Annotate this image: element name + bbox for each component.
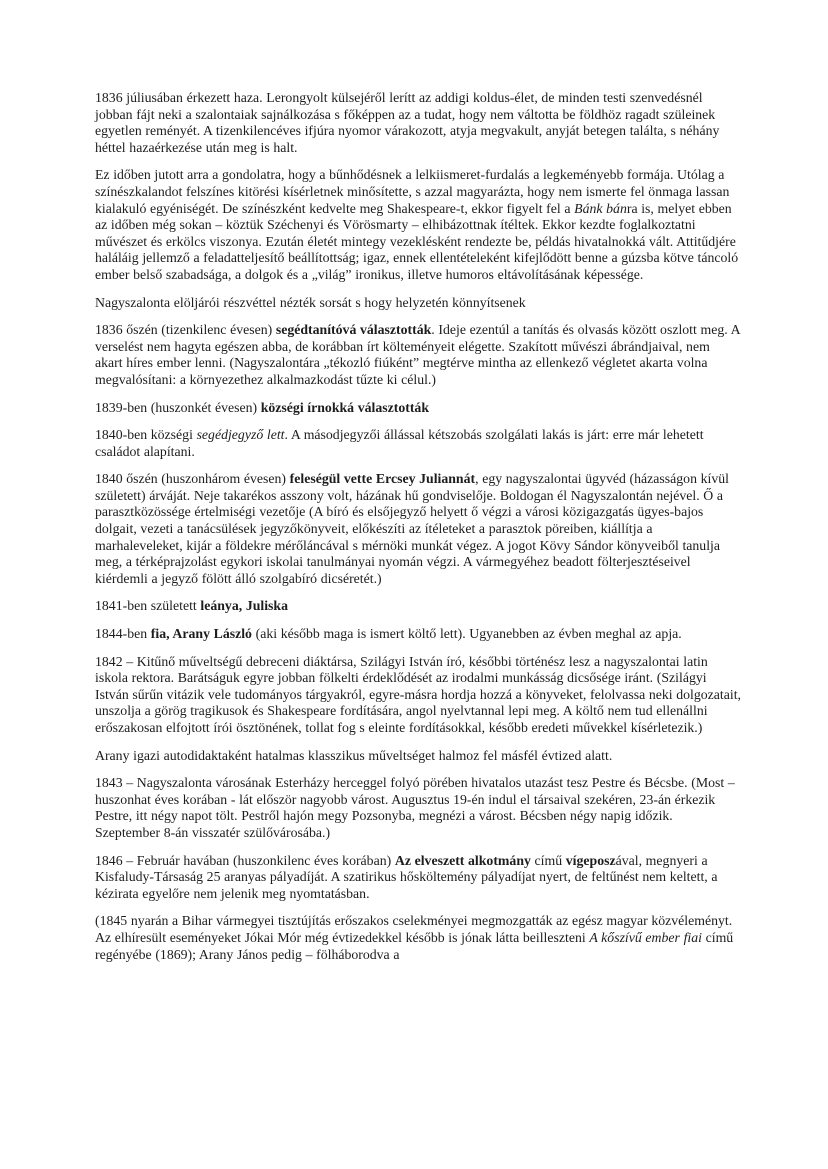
text-run: , egy nagyszalontai ügyvéd (házasságon kívül született) árváját. Neje takarékos asszony volt, házának hű gondviselője. Boldogan él Nagyszalontán nejével. Ő a parasztközössége értelmiségi vezetője (A bíró és elsőjegyző helyett ő végzi a városi közigazgatás ügyes-bajos dolgait, vezeti a tanácsülések jegyzőkönyveit, előkészíti az ítéleteket a parasztok pöreiben, kiállítja a marhaleveleket, kijár a földekre mérőláncával s mérnöki munkát végez. A jogot Kövy Sándor könyveiből tanulja meg, a térképrajzolást egykori iskolai tanulmányai nyomán végzi. A vármegyéhez beadott fölterjesztéseivel kiérdemli a jegyző fölött álló szolgabíró dicséretét.) <box>95 471 729 586</box>
paragraph-1844-son <box>95 626 741 643</box>
paragraph-1839-clerk <box>95 400 741 417</box>
bold-text-run: feleségül vette Ercsey Juliannát <box>289 471 476 487</box>
text-run: 1836 őszén (tizenkilenc évesen) <box>95 322 276 338</box>
text-run: 1846 – Február havában (huszonkilenc éves korában) <box>95 852 395 868</box>
text-run: 1839-ben (huszonkét évesen) <box>95 399 261 415</box>
text-run: (aki később maga is ismert költő lett). Ugyanebben az évben meghal az apja. <box>251 626 682 642</box>
paragraph-1843-travel <box>95 775 741 841</box>
text-run: (1845 nyarán a Bihar vármegyei tisztújítás erőszakos cselekményei megmozgatták az egész magyar közvéleményt. Az elhíresült eseményeket Jókai Mór még évtizedekkel később is jónak látta beilleszteni <box>95 913 733 945</box>
text-run: 1840 őszén (huszonhárom évesen) <box>95 471 290 487</box>
paragraph-1840-marriage <box>95 471 741 587</box>
bold-text-run: községi írnokká választották <box>260 399 430 415</box>
paragraph-town-officials <box>95 295 741 312</box>
text-run: 1836 júliusában érkezett haza. Lerongyolt külsejéről lerítt az addigi koldus-élet, de minden testi szenvedésnél jobban fájt neki a szalontaiak sajnálkozása s főképpen az a tudat, hogy nem váltotta be földhöz ragadt szüleinek egyetlen reményét. A tizenkilencéves ifjúra nyomor várakozott, atyja megvakult, anyját betegen találta, s néhány héttel hazaérkezése után meg is halt. <box>95 90 720 155</box>
text-run: 1841-ben született <box>95 598 201 614</box>
paragraph-autodidact <box>95 748 741 765</box>
paragraph-1845-bihar <box>95 913 741 963</box>
paragraph-1841-daughter <box>95 598 741 615</box>
text-run: Arany igazi autodidaktaként hatalmas klasszikus műveltséget halmoz fel másfél évtized alatt. <box>95 747 613 763</box>
bold-text-run: vígeposz <box>565 852 616 868</box>
text-run: ával, megnyeri a Kisfaludy-Társaság 25 aranyas pályadíját. A szatirikus hősköltemény pályadíjat nyert, de feltűnést nem keltett, a kézirata egyelőre nem jelenik meg nyomtatásban. <box>95 852 718 901</box>
italic-text-run: Bánk bán <box>574 200 627 216</box>
paragraph-1842-szilagyi <box>95 654 741 737</box>
italic-text-run: A kőszívű ember fiai <box>589 929 702 945</box>
text-run: . A másodjegyzői állással kétszobás szolgálati lakás is járt: erre már lehetett családot alapítani. <box>95 427 704 459</box>
italic-text-run: segédjegyző lett <box>196 427 285 443</box>
bold-text-run: leánya, Juliska <box>200 598 288 614</box>
text-run: ra is, melyet ebben az időben még sokan – köztük Széchenyi és Vörösmarty – elhibázottnak ítéltek. Ekkor kezdte foglalkoztatni művészet és erkölcs viszonya. Ezután életét mintegy vezeklésként rendezte be, példás hivatalnokká vált. Attitűdjére haláláig jellemző a feladatteljesítő beállítottság; igaz, ennek ellentételeként kifejlődött benne a gúzsba kötve táncoló ember belső szabadsága, a dolgok és a „világ” ironikus, illetve humoros eltávolításának képessége. <box>95 200 739 282</box>
paragraph-remorse-acting <box>95 167 741 283</box>
text-run: 1842 – Kitűnő műveltségű debreceni diáktársa, Szilágyi István író, későbbi történész lesz a nagyszalontai latin iskola rektora. Barátságuk egyre jobban fölkelti érdeklődését az irodalmi munkásság dicsősége iránt. (Szilágyi István sűrűn vitázik vele tudományos tárgyakról, egyre-másra hordja hozzá a könyveket, felolvassa neki dolgozatait, unszolja a görög tragikusok és Shakespeare fordítására, angol nyelvtannal lepi meg. A költő nem tud ellenállni erőszakosan elfojtott írói ösztönének, tollat fog s eleinte fordításokkal, később eredeti művekkel kísérletezik.) <box>95 653 741 735</box>
text-run: Ez időben jutott arra a gondolatra, hogy a bűnhődésnek a lelkiismeret-furdalás a legkeményebb formája. Utólag a színészkalandot felszínes kitörési kísérletnek minősítette, s azzal magyarázta, hogy nem ismerte fel önmaga lassan kialakuló egyéniségét. De színészként kedvelte meg Shakespeare-t, ekkor figyelt fel a <box>95 167 730 216</box>
bold-text-run: segédtanítóvá választották <box>275 322 432 338</box>
bold-text-run: Az elveszett alkotmány <box>394 852 531 868</box>
text-run: Nagyszalonta elöljárói részvéttel nézték sorsát s hogy helyzetén könnyítsenek <box>95 294 526 310</box>
text-run: 1840-ben községi <box>95 427 197 443</box>
text-run: című regényébe (1869); Arany János pedig – fölháborodva a <box>95 929 734 962</box>
paragraph-1836-assistant-teacher <box>95 322 741 388</box>
paragraph-1846-lost-constitution <box>95 853 741 903</box>
paragraph-1840-notary <box>95 427 741 460</box>
text-run: 1843 – Nagyszalonta városának Esterházy herceggel folyó pörében hivatalos utazást tesz Pestre és Bécsbe. (Most – huszonhat éves korában - lát először nagyobb várost. Augusztus 19-én indul el társaival szekéren, 23-án érkezik Pestre, itt négy napot tölt. Pestről hajón megy Pozsonyba, megnézi a várost. Bécsben négy napig időzik. Szeptember 8-án visszatér szülővárosába.) <box>95 775 735 840</box>
text-run: . Ideje ezentúl a tanítás és olvasás között oszlott meg. A verselést nem hagyta egészen abba, de korábban írt költeményeit elégette. Szakított művészi ábrándjaival, nem akart híres ember lenni. (Nagyszalontára „tékozló fiúként” megtérve mintha az ellenkező végletet akarta volna megvalósítani: a környezethez alkalmazkodást tűzte ki célul.) <box>95 322 740 387</box>
text-run: 1844-ben <box>95 626 151 642</box>
document-page <box>95 90 741 974</box>
paragraph-1836-homecoming <box>95 90 741 156</box>
text-run: című <box>530 852 566 868</box>
bold-text-run: fia, Arany László <box>150 626 252 642</box>
